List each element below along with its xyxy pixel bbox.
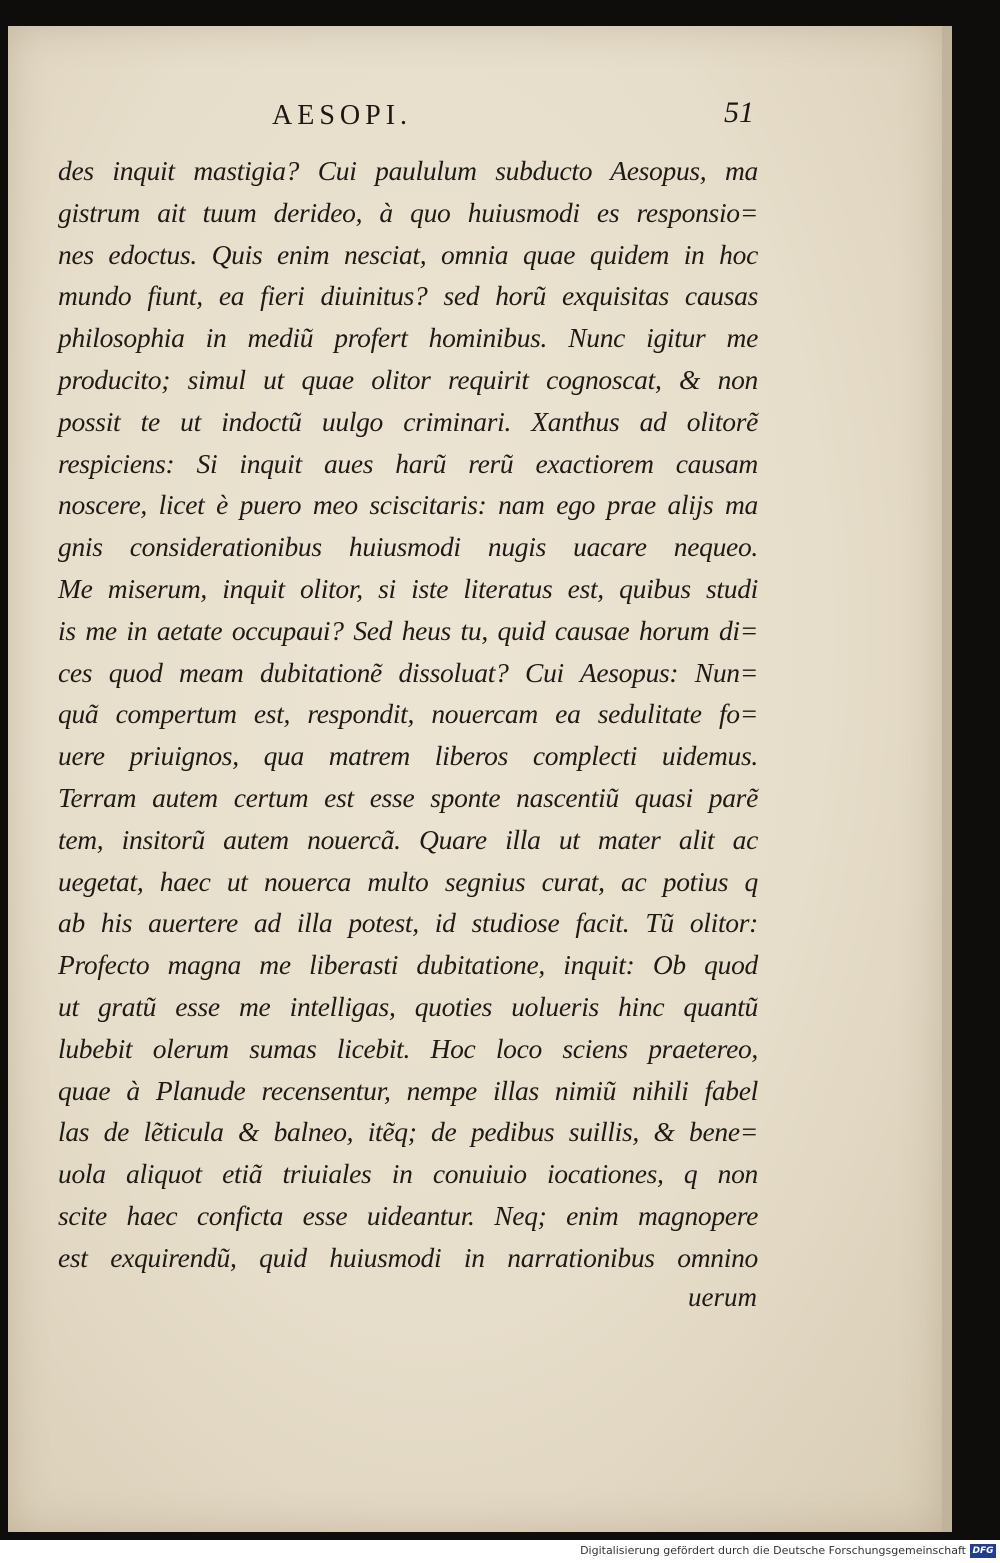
text-line: Me miserum, inquit olitor, si iste literatus est, quibus studi bbox=[58, 572, 758, 604]
text-line: producito; simul ut quae olitor requirit cognoscat, & non bbox=[58, 363, 758, 395]
text-line: scite haec conficta esse uideantur. Neq; enim magnopere bbox=[58, 1199, 758, 1231]
text-line: noscere, licet è puero meo sciscitaris: nam ego prae alijs ma bbox=[58, 489, 758, 521]
dfg-logo-icon: DFG bbox=[970, 1544, 996, 1558]
text-line: mundo fiunt, ea fieri diuinitus? sed horũ exquisitas causas bbox=[58, 280, 758, 312]
text-line: ab his auertere ad illa potest, id studiose facit. Tũ olitor: bbox=[58, 907, 758, 939]
text-line: gistrum ait tuum derideo, à quo huiusmodi es responsio= bbox=[58, 196, 758, 228]
catchword: uerum bbox=[688, 1282, 757, 1312]
text-line: uola aliquot etiã triuiales in conuiuio iocationes, q non bbox=[58, 1158, 758, 1190]
text-line: Profecto magna me liberasti dubitatione, inquit: Ob quod bbox=[58, 949, 758, 981]
text-line: nes edoctus. Quis enim nesciat, omnia quae quidem in hoc bbox=[58, 238, 758, 270]
text-line: est exquirendũ, quid huiusmodi in narrationibus omnino bbox=[58, 1241, 758, 1273]
text-line: lubebit olerum sumas licebit. Hoc loco sciens praetereo, bbox=[58, 1032, 758, 1064]
text-line: gnis considerationibus huiusmodi nugis uacare nequeo. bbox=[58, 531, 758, 563]
text-line: quae à Planude recensentur, nempe illas nimiũ nihili fabel bbox=[58, 1074, 758, 1106]
text-line: possit te ut indoctũ uulgo criminari. Xanthus ad olitorẽ bbox=[58, 405, 758, 437]
running-head: AESOPI. bbox=[272, 100, 413, 131]
text-line: las de lẽticula & balneo, itẽq; de pedibus suillis, & bene= bbox=[58, 1116, 758, 1148]
text-line: quã compertum est, respondit, nouercam ea sedulitate fo= bbox=[58, 698, 758, 730]
folio-number: 51 bbox=[724, 96, 754, 129]
footer-bar bbox=[0, 1540, 1000, 1563]
text-line: respiciens: Si inquit aues harũ rerũ exactiorem causam bbox=[58, 447, 758, 479]
text-line: ces quod meam dubitationẽ dissoluat? Cui Aesopus: Nun= bbox=[58, 656, 758, 688]
text-line: tem, insitorũ autem nouercã. Quare illa ut mater alit ac bbox=[58, 823, 758, 855]
body-text bbox=[58, 150, 758, 1279]
text-line: uere priuignos, qua matrem liberos complecti uidemus. bbox=[58, 740, 758, 772]
text-line: uegetat, haec ut nouerca multo segnius curat, ac potius q bbox=[58, 865, 758, 897]
text-line: ut gratũ esse me intelligas, quoties uolueris hinc quantũ bbox=[58, 990, 758, 1022]
page-edge bbox=[942, 26, 952, 1532]
text-line: des inquit mastigia? Cui paululum subducto Aesopus, ma bbox=[58, 155, 758, 186]
text-line: philosophia in mediũ profert hominibus. Nunc igitur me bbox=[58, 322, 758, 354]
funding-credit: Digitalisierung gefördert durch die Deutsche Forschungsgemeinschaft bbox=[580, 1544, 966, 1557]
text-line: Terram autem certum est esse sponte nascentiũ quasi parẽ bbox=[58, 781, 758, 813]
text-line: is me in aetate occupaui? Sed heus tu, quid causae horum di= bbox=[58, 614, 758, 646]
